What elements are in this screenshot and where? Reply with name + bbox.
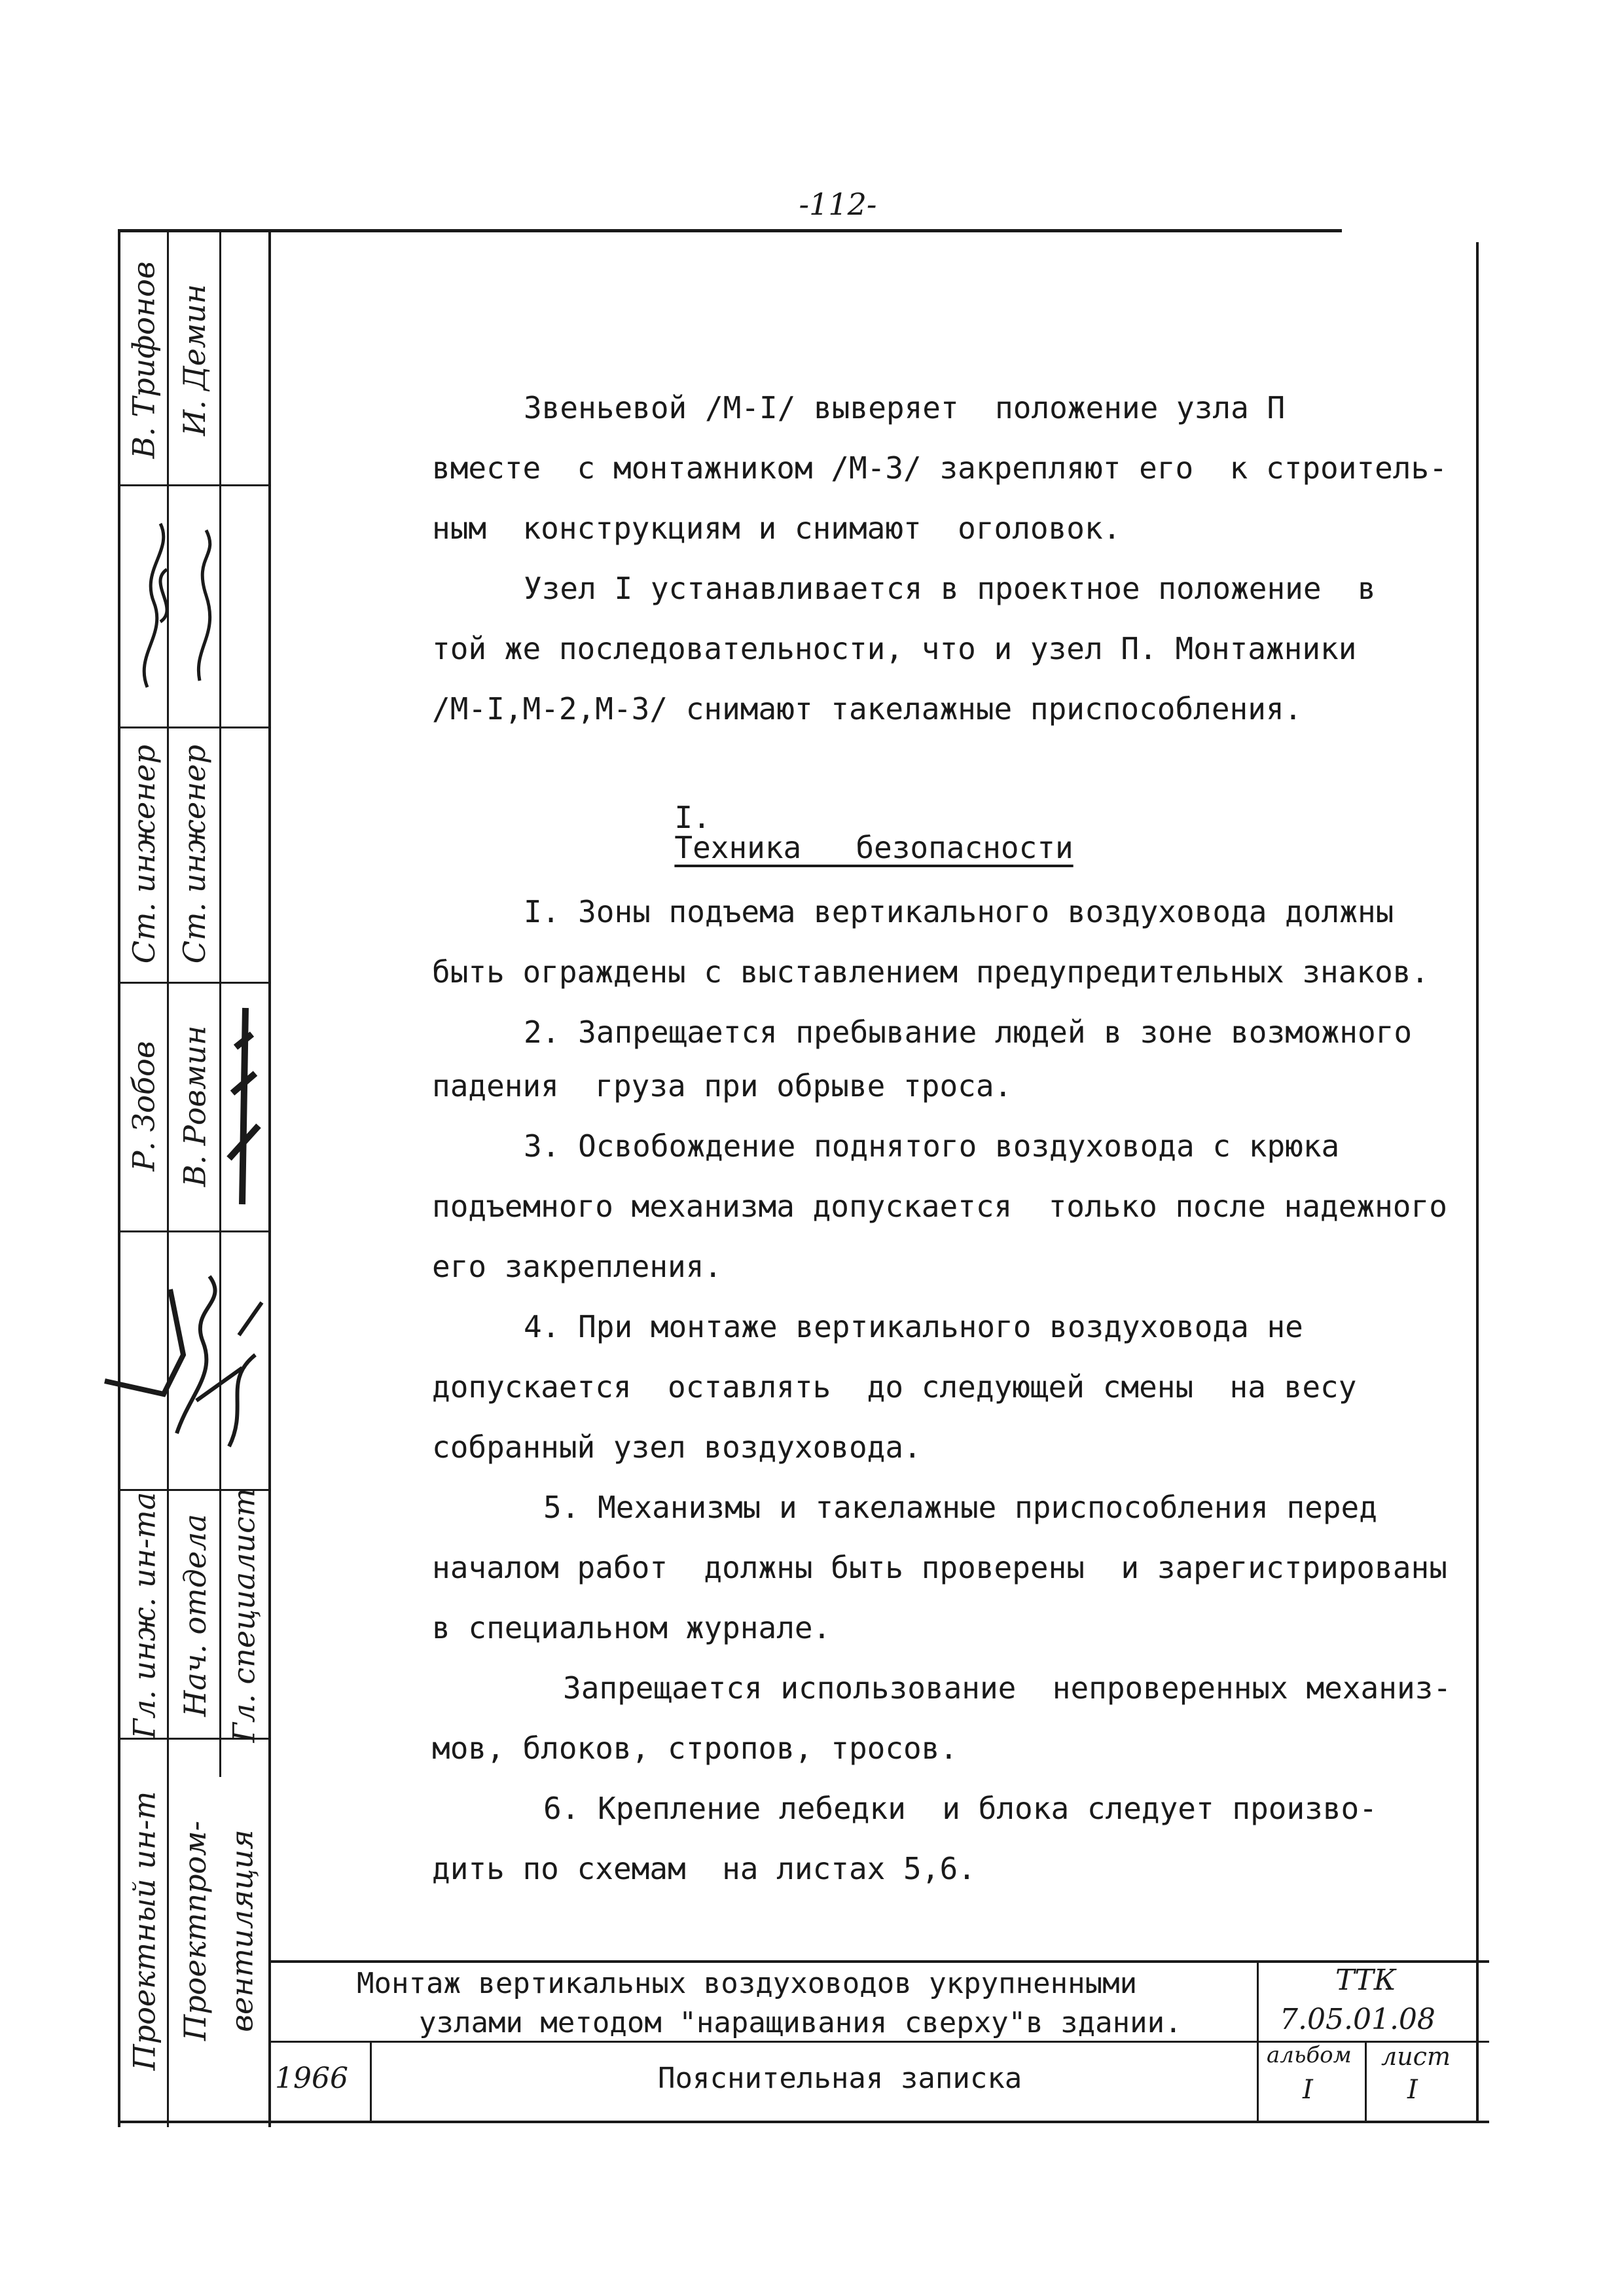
doc-name: Пояснительная записка	[658, 2062, 1022, 2095]
sidebar-row1-role: В. Трифонов	[126, 261, 162, 459]
safety-line-2: быть ограждены с выставлением предупредительных знаков.	[432, 954, 1430, 990]
safety-line-13: в специальном журнале.	[432, 1610, 831, 1645]
sheet-label: лист	[1381, 2042, 1451, 2071]
title-block-top	[268, 1960, 1489, 1963]
safety-line-6: подъемного механизма допускается только после надежного	[432, 1189, 1447, 1224]
sidebar-org-line2: Проектпром-	[177, 1820, 213, 2041]
body-line-4: Узел I устанавливается в проектное положение в	[524, 571, 1376, 606]
safety-line-8: 4. При монтаже вертикального воздуховода не	[524, 1309, 1303, 1344]
sidebar-org-line1: Проектный ин-т	[126, 1791, 162, 2071]
code-value: 7.05.01.08	[1280, 2003, 1435, 2036]
safety-line-9: допускается оставлять до следующей смены на весу	[432, 1369, 1357, 1405]
safety-line-14: Запрещается использование непроверенных механиз-	[563, 1670, 1452, 1706]
section-heading	[638, 772, 1074, 863]
safety-line-15: мов, блоков, стропов, тросов.	[432, 1731, 958, 1766]
sidebar-divider-3	[118, 982, 271, 984]
body-line-2: вместе с монтажником /М-3/ закрепляют его к строитель-	[432, 450, 1447, 486]
body-line-5: той же последовательности, что и узел П. Монтажники	[432, 631, 1357, 666]
sheet-value: I	[1407, 2075, 1418, 2105]
page-number: -112-	[799, 187, 877, 222]
code-label: ТТК	[1335, 1964, 1396, 1997]
sidebar-org-line3: вентиляция	[225, 1829, 260, 2032]
year: 1966	[275, 2062, 348, 2095]
frame-bottom-line	[118, 2121, 1489, 2123]
safety-line-12: началом работ должны быть проверены и зарегистрированы	[432, 1550, 1447, 1585]
title-block-vline-sheet	[1365, 2041, 1367, 2121]
body-line-6: /М-I,М-2,М-3/ снимают такелажные приспособления.	[432, 691, 1303, 726]
sidebar-signature-2	[98, 1237, 275, 1486]
body-line-1: Звеньевой /М-I/ выверяет положение узла П	[524, 390, 1286, 425]
sidebar-row6-b: Нач. отдела	[177, 1513, 213, 1717]
title-block-vline-year	[370, 2041, 372, 2121]
album-value: I	[1303, 2075, 1313, 2105]
sidebar-row3-role-a: Ст. инженер	[126, 744, 162, 964]
sidebar-row4-a: Р. Зобов	[126, 1041, 162, 1172]
safety-line-11: 5. Механизмы и такелажные приспособления перед	[543, 1490, 1377, 1525]
sidebar-signature-1	[121, 491, 268, 720]
album-label: альбом	[1267, 2042, 1352, 2068]
safety-line-5: 3. Освобождение поднятого воздуховода с крюка	[524, 1128, 1340, 1164]
frame-left-outer	[118, 229, 120, 2127]
title-block-vline-code	[1257, 1960, 1259, 2121]
title-line-1: Монтаж вертикальных воздуховодов укрупненными	[357, 1967, 1138, 2000]
body-line-3: ным конструкциям и снимают оголовок.	[432, 511, 1121, 546]
sidebar-row4-b: В. Ровмин	[177, 1025, 213, 1187]
sidebar-row6-a: Гл. инж. ин-та	[126, 1492, 162, 1738]
safety-line-16: 6. Крепление лебедки и блока следует произво-	[543, 1791, 1377, 1826]
sidebar-row3-role-b: Ст. инженер	[177, 744, 213, 964]
frame-top-line	[118, 229, 1342, 232]
frame-right-line	[1476, 242, 1479, 2121]
safety-line-4: падения груза при обрыве троса.	[432, 1068, 1013, 1103]
sidebar-row6-c: Гл. специалист	[226, 1487, 262, 1743]
safety-line-1: I. Зоны подъема вертикального воздуховода должны	[524, 894, 1394, 929]
safety-line-17: дить по схемам на листах 5,6.	[432, 1851, 976, 1886]
section-heading-title: Техника безопасности	[674, 830, 1074, 865]
frame-left-col2	[219, 232, 221, 1777]
sidebar-signature-row4	[223, 995, 265, 1217]
section-heading-number: I.	[674, 800, 711, 835]
sidebar-divider-2	[118, 726, 271, 728]
title-line-2: узлами методом "наращивания сверху"в здании.	[419, 2006, 1182, 2039]
sidebar-divider-1	[118, 484, 271, 486]
sidebar-row1-name: И. Демин	[177, 283, 213, 437]
safety-line-7: его закрепления.	[432, 1249, 723, 1284]
frame-left-col3	[268, 232, 271, 2127]
sidebar-divider-4	[118, 1230, 271, 1232]
safety-line-3: 2. Запрещается пребывание людей в зоне возможного	[524, 1014, 1413, 1050]
safety-line-10: собранный узел воздуховода.	[432, 1429, 922, 1465]
